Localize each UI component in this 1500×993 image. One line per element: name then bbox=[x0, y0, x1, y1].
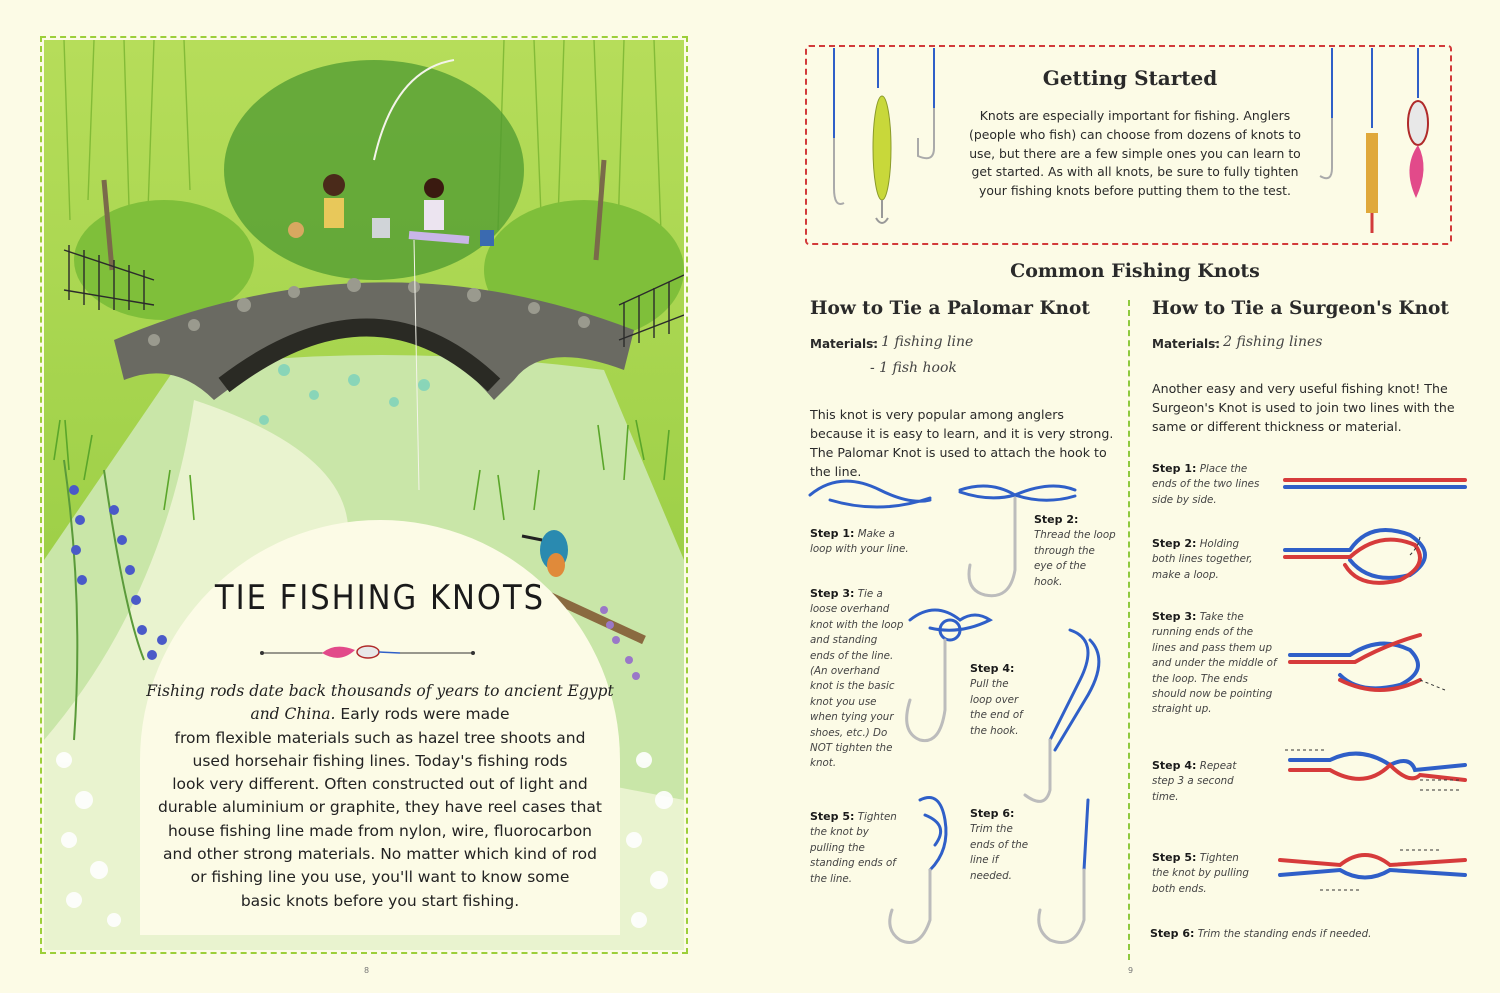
surgeon-step-1 bbox=[1152, 461, 1262, 508]
palomar-step-5 bbox=[810, 809, 900, 887]
fish-hook-icon bbox=[1320, 48, 1332, 178]
step-label: Step 5: bbox=[1152, 851, 1197, 864]
title-divider bbox=[260, 640, 475, 666]
intro-line: used horsehair fishing lines. Today's fishing rods bbox=[192, 751, 568, 770]
intro-line: basic knots before you start fishing. bbox=[240, 891, 520, 910]
intro-line: or fishing line you use, you'll want to know some bbox=[190, 868, 570, 887]
getting-started-body: Knots are especially important for fishing. Anglers (people who fish) can choose from dozens of knots to use, but there are a few simple ones you can learn to get started. As with all knots, be sure to fully tighten your fishing knots before putting them to the test. bbox=[969, 108, 1301, 199]
surgeon-step-2 bbox=[1152, 536, 1262, 583]
palomar-step-1 bbox=[810, 526, 920, 558]
step-text: Repeat step 3 a second time. bbox=[1152, 760, 1237, 803]
intro-line: look very different. Often constructed out of light and bbox=[172, 775, 588, 794]
surgeon-title: How to Tie a Surgeon's Knot bbox=[1152, 298, 1449, 319]
step-label: Step 3: bbox=[1152, 610, 1197, 623]
palomar-description: This knot is very popular among anglers because it is easy to learn, and it is very strong. The Palomar Knot is used to attach the hook to the line. bbox=[810, 407, 1114, 479]
intro-line: and other strong materials. No matter which kind of rod bbox=[163, 845, 597, 864]
step-text: Pull the loop over the end of the hook. bbox=[970, 678, 1023, 737]
surgeon-material-1: - 2 fishing lines bbox=[1214, 334, 1323, 350]
surgeon-step-3 bbox=[1152, 609, 1277, 718]
intro-line: Early rods were made bbox=[340, 705, 510, 724]
page-number-left: 8 bbox=[364, 966, 370, 975]
surgeon-description: Another easy and very useful fishing knot! The Surgeon's Knot is used to join two lines with the same or different thickness or material. bbox=[1152, 381, 1455, 434]
fish-hook-icon bbox=[834, 48, 844, 204]
palomar-title: How to Tie a Palomar Knot bbox=[810, 298, 1090, 319]
step-label: Step 2: bbox=[1034, 513, 1079, 526]
step-label: Step 1: bbox=[810, 527, 855, 540]
palomar-material-1: - 1 fishing line bbox=[872, 334, 974, 350]
palomar-step-4 bbox=[970, 661, 1030, 739]
surgeon-diagrams bbox=[1270, 465, 1470, 915]
palomar-step-6 bbox=[970, 806, 1030, 884]
fish-hook-icon bbox=[918, 48, 934, 158]
getting-started-title: Getting Started bbox=[1042, 66, 1218, 90]
step-label: Step 5: bbox=[810, 810, 855, 823]
step-label: Step 4: bbox=[970, 662, 1015, 675]
step-text: Take the running ends of the lines and pass them up and under the middle of the loop. The ends should now be pointing straight up. bbox=[1152, 611, 1277, 716]
surgeon-materials-label: Materials: bbox=[1152, 337, 1221, 351]
page-number-right: 9 bbox=[1128, 966, 1134, 975]
fishing-lure-icon bbox=[322, 646, 400, 658]
hooks-illustration-left bbox=[820, 48, 960, 238]
step-label: Step 6: bbox=[970, 807, 1015, 820]
step-text: Tighten the knot by pulling the standing ends of the line. bbox=[810, 811, 897, 885]
intro-italic: Fishing rods date back thousands of years to ancient Egypt and China. bbox=[146, 682, 614, 724]
surgeon-step-6 bbox=[1150, 926, 1470, 942]
step-text: Make a loop with your line. bbox=[810, 528, 909, 556]
palomar-materials-label: Materials: bbox=[810, 337, 879, 351]
step-label: Step 1: bbox=[1152, 462, 1197, 475]
hooks-illustration-right bbox=[1310, 48, 1450, 238]
step-text: Holding both lines together, make a loop. bbox=[1152, 538, 1253, 581]
palomar-material-2: - 1 fish hook bbox=[870, 360, 957, 376]
step-label: Step 2: bbox=[1152, 537, 1197, 550]
surgeon-step-4 bbox=[1152, 758, 1252, 805]
intro-line: from flexible materials such as hazel tree shoots and bbox=[174, 728, 586, 747]
step-text: Place the ends of the two lines side by side. bbox=[1152, 463, 1260, 506]
step-text: Tie a loose overhand knot with the loop and standing ends of the line. (An overhand knot is the basic knot you use when tying your shoes, etc.) Do NOT tighten the knot. bbox=[810, 588, 904, 770]
surgeon-step-5 bbox=[1152, 850, 1257, 897]
intro-line: durable aluminium or graphite, they have reel cases that bbox=[157, 798, 603, 817]
step-text: Tighten the knot by pulling both ends. bbox=[1152, 852, 1249, 895]
step-text: Trim the standing ends if needed. bbox=[1197, 928, 1372, 940]
page-title: TIE FISHING KNOTS bbox=[214, 578, 546, 618]
step-label: Step 3: bbox=[810, 587, 855, 600]
palomar-step-2 bbox=[1034, 512, 1116, 590]
step-text: Thread the loop through the eye of the hook. bbox=[1034, 529, 1116, 588]
step-text: Trim the ends of the line if needed. bbox=[970, 823, 1029, 882]
step-label: Step 6: bbox=[1150, 927, 1195, 940]
step-label: Step 4: bbox=[1152, 759, 1197, 772]
intro-paragraph bbox=[140, 680, 620, 913]
palomar-step-3 bbox=[810, 586, 905, 772]
intro-line: house fishing line made from nylon, wire, fluorocarbon bbox=[167, 821, 593, 840]
common-knots-title: Common Fishing Knots bbox=[1010, 260, 1260, 282]
